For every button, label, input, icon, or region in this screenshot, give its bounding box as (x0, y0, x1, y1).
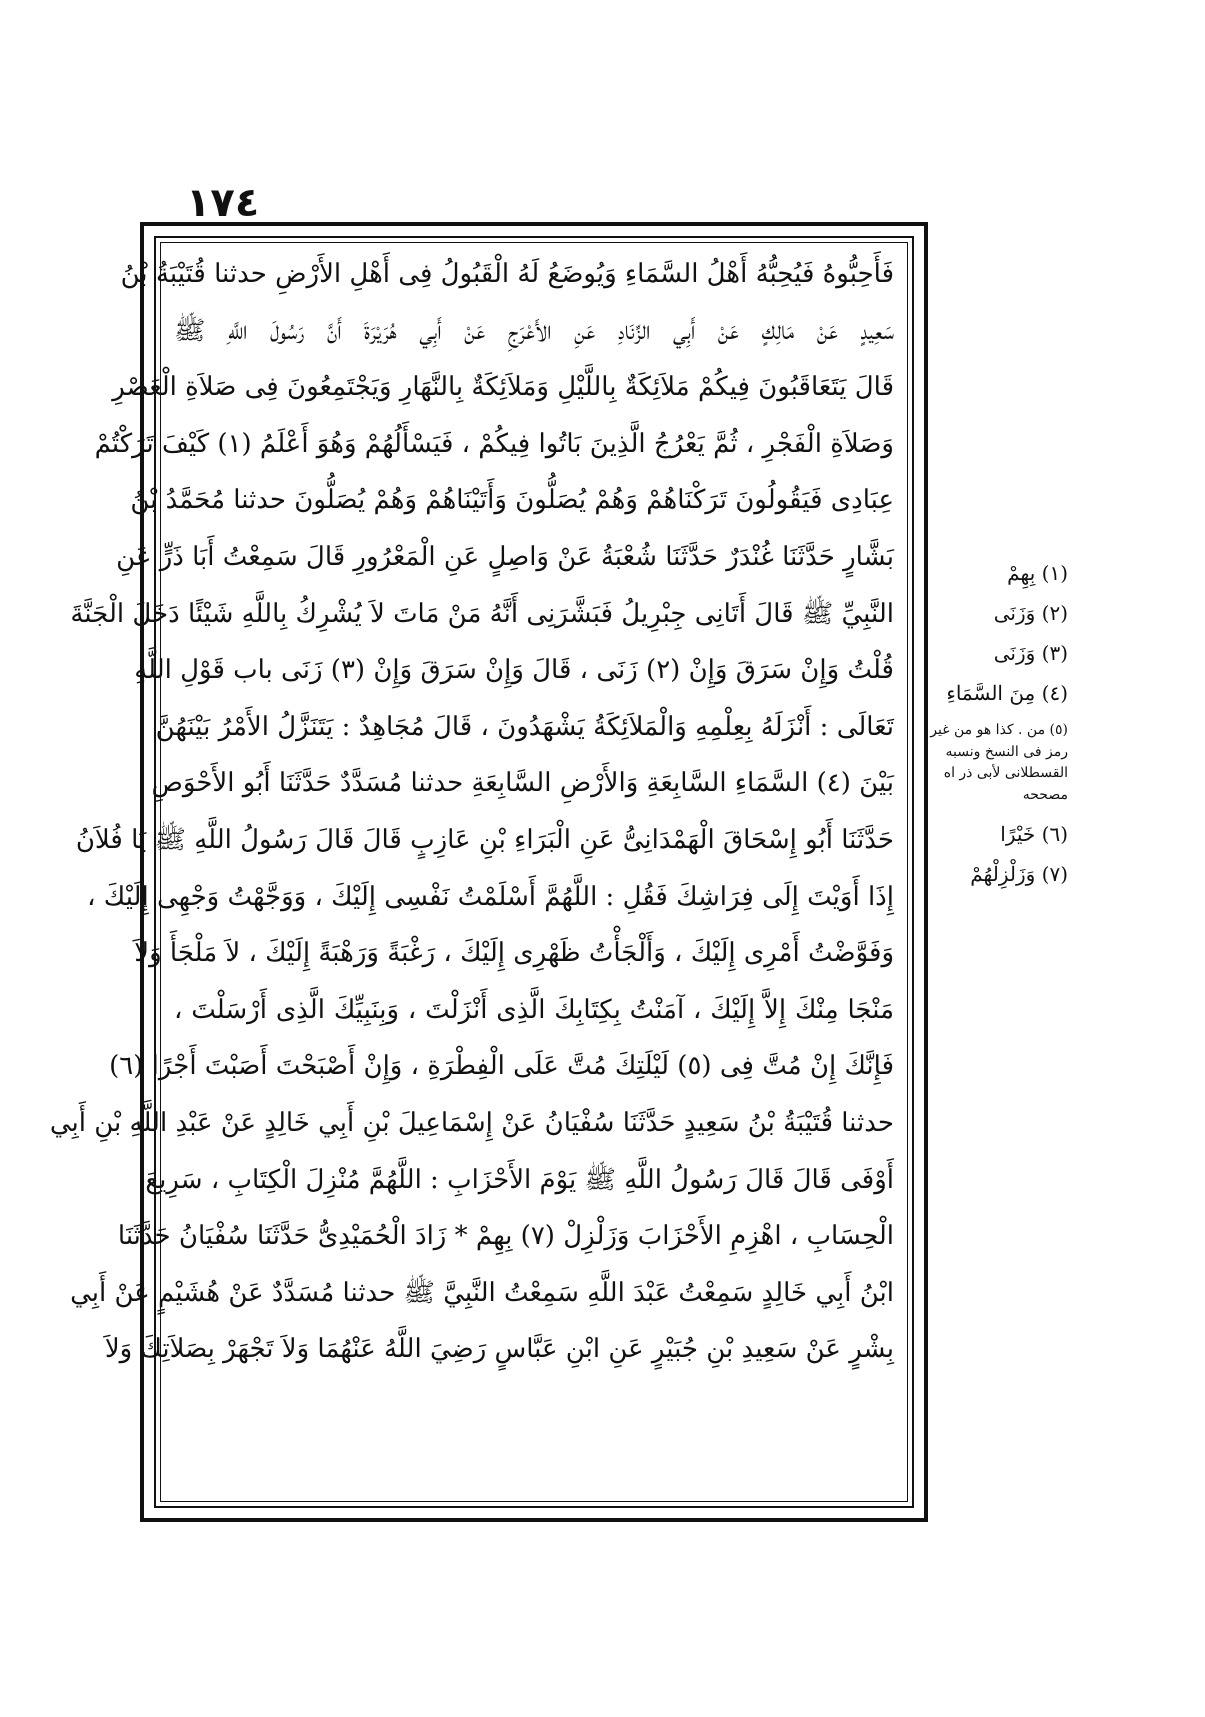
page-number: ١٧٤ (186, 180, 260, 226)
text-frame (49, 222, 928, 1522)
text-line: الْحِسَابِ ، اهْزِمِ الأَحْزَابَ وَزَلْزِلْ (٧) بِهِمْ * زَادَ الْحُمَيْدِىُّ حَدَّثَنَا سُفْيَانُ حَدَّثَنَا (117, 1221, 894, 1252)
footnote: (١) بِهِمْ (1007, 561, 1068, 585)
text-line: أَوْفَى قَالَ قَالَ رَسُولُ اللَّهِ ﷺ يَوْمَ الأَحْزَابِ : اللَّهُمَّ مُنْزِلَ الْكِتَابِ ، سَرِيعَ (145, 1164, 894, 1195)
footnotes-column (928, 560, 1068, 901)
footnote: (٢) وَزَنَى (993, 601, 1068, 625)
text-line: مَنْجَا مِنْكَ إِلاَّ إِلَيْكَ ، آمَنْتُ بِكِتَابِكَ الَّذِى أَنْزَلْتَ ، وَبِنَبِيِّكَ الَّذِى أَرْسَلْتَ ، (174, 994, 894, 1025)
footnote: (٤) مِنَ السَّمَاءِ (946, 681, 1068, 705)
text-line: وَفَوَّضْتُ أَمْرِى إِلَيْكَ ، وَأَلْجَأْتُ ظَهْرِى إِلَيْكَ ، رَغْبَةً وَرَهْبَةً إِلَيْكَ ، لاَ مَلْجَأَ وَلاَ (134, 938, 894, 969)
text-line: حَدَّثَنَا أَبُو إِسْحَاقَ الْهَمْدَانِىُّ عَنِ الْبَرَاءِ بْنِ عَازِبٍ قَالَ قَالَ رَسُولُ اللَّهِ ﷺ يَا فُلاَنُ (75, 824, 894, 855)
text-line: وَصَلاَةِ الْفَجْرِ ، ثُمَّ يَعْرُجُ الَّذِينَ بَاتُوا فِيكُمْ ، فَيَسْأَلُهُمْ وَهُوَ أَعْلَمُ (١) كَيْفَ تَرَكْتُمْ (94, 428, 894, 459)
footnote: (٦) خَيْرًا (1000, 821, 1068, 846)
text-line: فَإِنَّكَ إِنْ مُتَّ فِى (٥) لَيْلَتِكَ مُتَّ عَلَى الْفِطْرَةِ ، وَإِنْ أَصْبَحْتَ أَصَبْتَ أَجْرًا (٦) (109, 1051, 894, 1082)
footnote: (٣) وَزَنَى (993, 641, 1068, 665)
text-line: ابْنُ أَبِي خَالِدٍ سَمِعْتُ عَبْدَ اللَّهِ سَمِعْتُ النَّبِيَّ ﷺ حدثنا مُسَدَّدٌ عَنْ هُشَيْمٍ عَنْ أَبِي (70, 1277, 894, 1308)
text-line: سَعِيدٍ عَنْ مَالِكٍ عَنْ أَبِي الزِّنَادِ عَنِ الأَعْرَجِ عَنْ أَبِي هُرَيْرَةَ أَنَّ رَسُولَ اللَّهِ ﷺ (174, 315, 894, 346)
text-line: عِبَادِى فَيَقُولُونَ تَرَكْنَاهُمْ وَهُمْ يُصَلُّونَ وَأَتَيْنَاهُمْ وَهُمْ يُصَلُّونَ حدثنا مُحَمَّدُ بْنُ (130, 485, 894, 516)
text-line: فَأَحِبُّوهُ فَيُحِبُّهُ أَهْلُ السَّمَاءِ وَيُوضَعُ لَهُ الْقَبُولُ فِى أَهْلِ الأَرْضِ حدثنا قُتَيْبَةُ بْنُ (120, 259, 894, 289)
text-line: إِذَا أَوَيْتَ إِلَى فِرَاشِكَ فَقُلِ : اللَّهُمَّ أَسْلَمْتُ نَفْسِى إِلَيْكَ ، وَوَجَّهْتُ وَجْهِى إِلَيْكَ ، (87, 881, 894, 912)
footnote: (٥) من . كذا هو من غير رمز فى النسخ ونسبه القسطلانى لأبى ذر اه مصححه (930, 722, 1068, 804)
text-line: قُلْتُ وَإِنْ سَرَقَ وَإِنْ (٢) زَنَى ، قَالَ وَإِنْ سَرَقَ وَإِنْ (٣) زَنَى باب قَوْلِ اللَّهِ (134, 655, 894, 686)
text-line: بَشَّارٍ حَدَّثَنَا غُنْدَرٌ حَدَّثَنَا شُعْبَةُ عَنْ وَاصِلٍ عَنِ الْمَعْرُورِ قَالَ سَمِعْتُ أَبَا ذَرٍّ عَنِ (116, 541, 894, 572)
text-line: حدثنا قُتَيْبَةُ بْنُ سَعِيدٍ حَدَّثَنَا سُفْيَانُ عَنْ إِسْمَاعِيلَ بْنِ أَبِي خَالِدٍ عَنْ عَبْدِ اللَّهِ بْنِ أَبِي (49, 1107, 894, 1138)
main-text-block (49, 246, 894, 1498)
text-line: النَّبِيِّ ﷺ قَالَ أَتَانِى جِبْرِيلُ فَبَشَّرَنِى أَنَّهُ مَنْ مَاتَ لاَ يُشْرِكُ بِاللَّهِ شَيْئًا دَخَلَ الْجَنَّةَ (70, 598, 894, 629)
text-line: بِشْرٍ عَنْ سَعِيدِ بْنِ جُبَيْرٍ عَنِ ابْنِ عَبَّاسٍ رَضِيَ اللَّهُ عَنْهُمَا وَلاَ تَجْهَرْ بِصَلاَتِكَ وَلاَ (104, 1334, 894, 1365)
text-line: قَالَ يَتَعَاقَبُونَ فِيكُمْ مَلاَئِكَةٌ بِاللَّيْلِ وَمَلاَئِكَةٌ بِالنَّهَارِ وَيَجْتَمِعُونَ فِى صَلاَةِ الْعَصْرِ (112, 372, 894, 403)
text-line: تَعَالَى : أَنْزَلَهُ بِعِلْمِهِ وَالْمَلاَئِكَةُ يَشْهَدُونَ ، قَالَ مُجَاهِدٌ : يَتَنَزَّلُ الأَمْرُ بَيْنَهُنَّ (155, 711, 894, 742)
footnote: (٧) وَزَلْزِلْهُمْ (970, 861, 1068, 886)
text-line: بَيْنَ (٤) السَّمَاءِ السَّابِعَةِ وَالأَرْضِ السَّابِعَةِ حدثنا مُسَدَّدٌ حَدَّثَنَا أَبُو الأَحْوَصِ (151, 768, 894, 799)
